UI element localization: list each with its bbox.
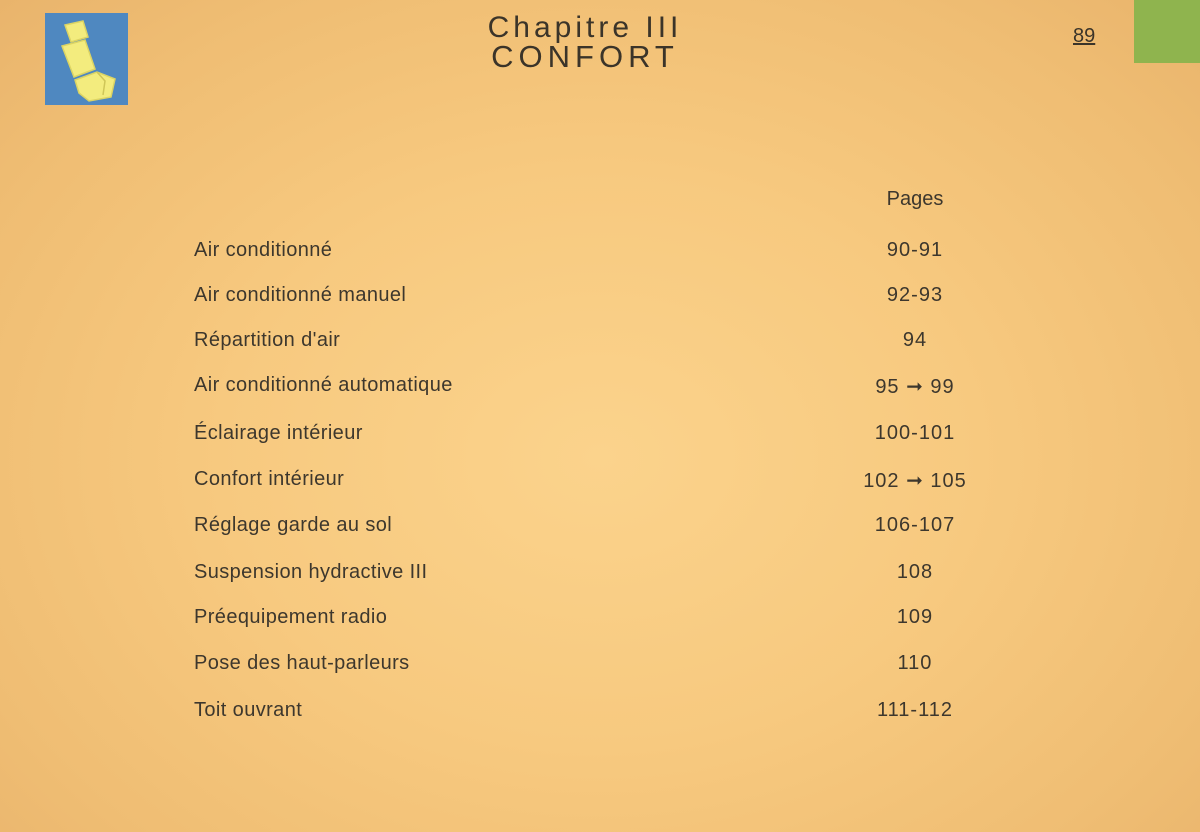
toc-item-pages: 94: [902, 329, 928, 351]
toc-item-pages: 100-101: [874, 422, 956, 444]
page-number: 89: [1073, 25, 1096, 47]
toc-item-label: Éclairage intérieur: [194, 422, 363, 444]
toc-row: [0, 239, 1200, 269]
chapter-title: Chapitre III: [487, 11, 683, 44]
toc-item-pages: 111-112: [877, 699, 953, 721]
toc-item-label: Air conditionné manuel: [194, 284, 407, 306]
chapter-subtitle: CONFORT: [491, 39, 679, 74]
toc-item-pages: 106-107: [874, 514, 956, 536]
toc-item-label: Réglage garde au sol: [194, 514, 393, 536]
toc-item-label: Pose des haut-parleurs: [194, 652, 410, 674]
toc-row: [0, 284, 1200, 314]
toc-item-label: Suspension hydractive III: [194, 561, 428, 583]
toc-item-pages: 90-91: [886, 239, 944, 261]
toc-row: [0, 422, 1200, 452]
toc-item-pages: 108: [896, 561, 934, 583]
toc-row: [0, 699, 1200, 729]
toc-item-label: Air conditionné automatique: [194, 374, 453, 396]
toc-row: [0, 652, 1200, 682]
pages-column-header: Pages: [886, 188, 944, 210]
toc-row: [0, 514, 1200, 544]
toc-item-label: Préequipement radio: [194, 606, 388, 628]
toc-item-label: Air conditionné: [194, 239, 333, 261]
toc-item-pages: 102 ➞ 105: [863, 470, 967, 492]
toc-row: [0, 329, 1200, 359]
toc-item-pages: 92-93: [886, 284, 944, 306]
toc-item-label: Répartition d'air: [194, 329, 341, 351]
toc-item-pages: 95 ➞ 99: [875, 376, 955, 398]
toc-row: [0, 606, 1200, 636]
toc-item-label: Toit ouvrant: [194, 699, 303, 721]
toc-row: [0, 468, 1200, 498]
toc-row: [0, 374, 1200, 404]
toc-item-label: Confort intérieur: [194, 468, 345, 490]
toc-item-pages: 110: [897, 652, 933, 674]
toc-item-pages: 109: [896, 606, 934, 628]
toc-row: [0, 561, 1200, 591]
